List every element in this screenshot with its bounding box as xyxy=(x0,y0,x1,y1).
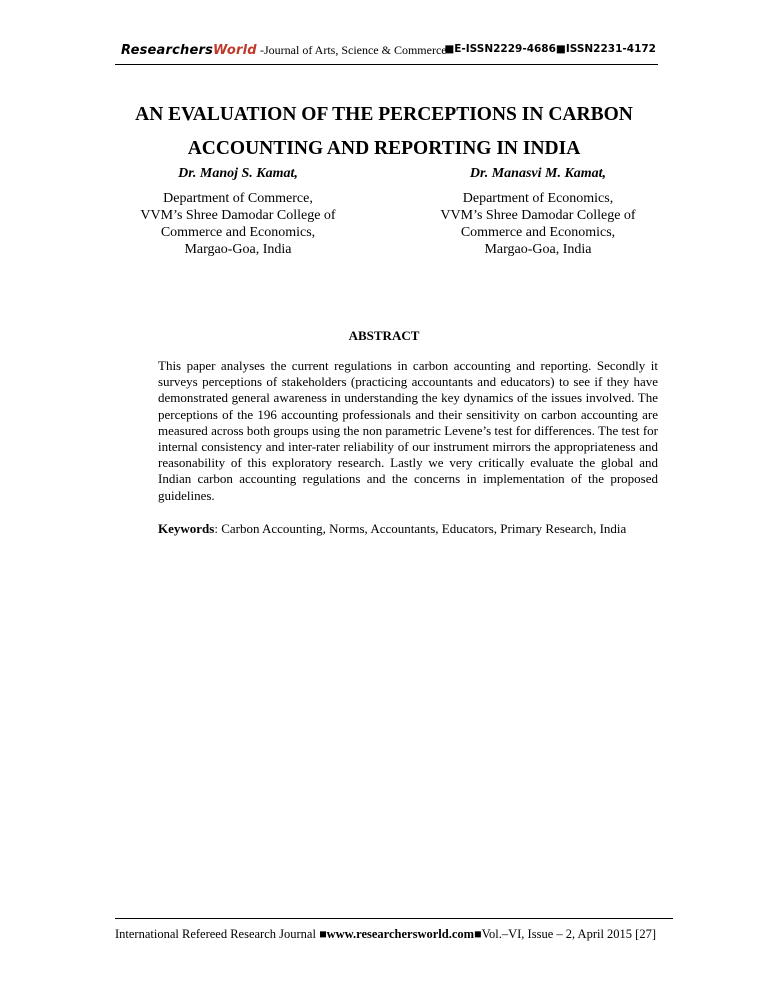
journal-logo: ResearchersWorld xyxy=(121,43,257,58)
footer-url: www.researchersworld.com xyxy=(326,927,475,941)
author-name: Dr. Manoj S. Kamat, xyxy=(178,166,298,181)
abstract-text: This paper analyses the current regulations in carbon accounting and reporting. Secondly it surveys perceptions of stakeholders (practicing accountants and educators) to see if they have demonstrated general awareness in understanding the key dynamics of the issues involved. The perceptions of the 196 accounting professionals and their sensitivity on carbon accounting are measured across both groups using the non parametric Levene’s test for differences. The test for internal consistency and inter-rater reliability of our instrument mirrors the appropriateness and reasonability of this exploratory research. Lastly we very critically evaluate the global and Indian carbon accounting regulations and the concerns in implementation of the proposed guidelines. xyxy=(158,358,658,503)
issn-numbers: ■E-ISSN2229-4686■ISSN2231-4172 xyxy=(444,43,656,55)
journal-name: -Journal of Arts, Science & Commerce xyxy=(260,43,447,57)
paper-title: AN EVALUATION OF THE PERCEPTIONS IN CARBON ACCOUNTING AND REPORTING IN INDIA xyxy=(135,104,633,159)
keywords-line xyxy=(158,521,678,537)
footer-journal: International Refereed Research Journal ■ xyxy=(115,927,327,941)
author-block-2 xyxy=(413,166,663,258)
running-header xyxy=(115,38,658,60)
author-affiliation: Department of Commerce, VVM’s Shree Damodar College of Commerce and Economics, Margao-Goa, India xyxy=(140,191,336,257)
header-divider xyxy=(115,64,658,65)
footer-issue: ■Vol.–VI, Issue – 2, April 2015 [27] xyxy=(474,927,657,941)
author-name: Dr. Manasvi M. Kamat, xyxy=(469,166,607,181)
running-footer xyxy=(115,927,685,942)
footer-divider xyxy=(115,918,673,919)
keywords-list: : Carbon Accounting, Norms, Accountants, Educators, Primary Research, India xyxy=(214,521,627,536)
author-affiliation: Department of Economics, VVM’s Shree Damodar College of Commerce and Economics, Margao-Goa, India xyxy=(440,191,636,257)
abstract-heading: ABSTRACT xyxy=(348,328,420,343)
keywords-label: Keywords xyxy=(158,521,215,536)
author-block-1 xyxy=(113,166,363,258)
